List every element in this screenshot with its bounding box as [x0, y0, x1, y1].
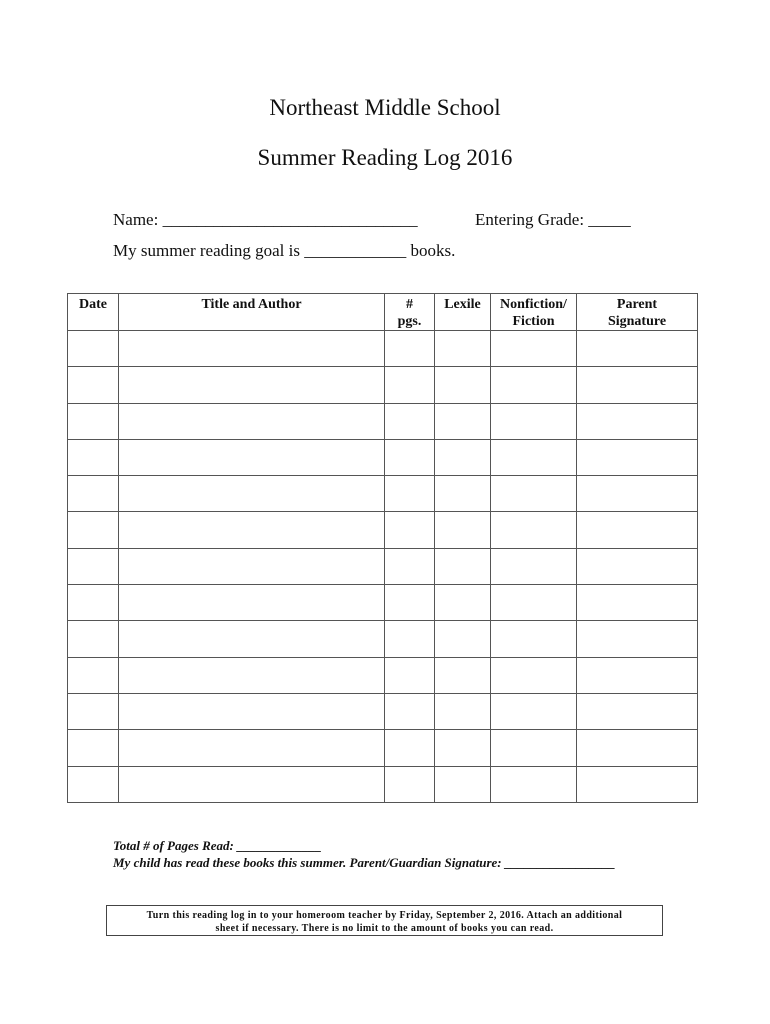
column-header-title-author: Title and Author	[119, 294, 385, 331]
cell-pages[interactable]	[385, 693, 435, 729]
instructions-box	[106, 905, 663, 936]
table-row	[68, 657, 698, 693]
cell-lexile[interactable]	[435, 730, 491, 766]
cell-pages[interactable]	[385, 730, 435, 766]
cell-parent-signature[interactable]	[577, 766, 698, 802]
cell-title-author[interactable]	[119, 367, 385, 403]
table-row	[68, 439, 698, 475]
cell-pages[interactable]	[385, 403, 435, 439]
reading-log-table	[67, 293, 698, 803]
cell-pages[interactable]	[385, 548, 435, 584]
cell-pages[interactable]	[385, 585, 435, 621]
cell-date[interactable]	[68, 403, 119, 439]
table-row	[68, 585, 698, 621]
cell-title-author[interactable]	[119, 476, 385, 512]
cell-title-author[interactable]	[119, 657, 385, 693]
cell-lexile[interactable]	[435, 403, 491, 439]
table-row	[68, 730, 698, 766]
cell-parent-signature[interactable]	[577, 367, 698, 403]
cell-nonfiction-fiction[interactable]	[491, 621, 577, 657]
table-row	[68, 766, 698, 802]
cell-parent-signature[interactable]	[577, 512, 698, 548]
cell-nonfiction-fiction[interactable]	[491, 693, 577, 729]
cell-title-author[interactable]	[119, 331, 385, 367]
table-row	[68, 476, 698, 512]
cell-nonfiction-fiction[interactable]	[491, 476, 577, 512]
cell-title-author[interactable]	[119, 621, 385, 657]
cell-pages[interactable]	[385, 512, 435, 548]
cell-nonfiction-fiction[interactable]	[491, 512, 577, 548]
name-field[interactable]: Name: ______________________________	[113, 210, 418, 229]
cell-date[interactable]	[68, 367, 119, 403]
table-row	[68, 331, 698, 367]
cell-lexile[interactable]	[435, 512, 491, 548]
cell-lexile[interactable]	[435, 439, 491, 475]
column-header-date: Date	[68, 294, 119, 331]
cell-pages[interactable]	[385, 766, 435, 802]
table-body	[68, 331, 698, 803]
table-row	[68, 512, 698, 548]
cell-date[interactable]	[68, 476, 119, 512]
column-header-lexile: Lexile	[435, 294, 491, 331]
column-header-nonfiction-fiction: Nonfiction/ Fiction	[491, 294, 577, 331]
reading-goal-field[interactable]: My summer reading goal is ____________ books.	[113, 241, 456, 260]
cell-parent-signature[interactable]	[577, 585, 698, 621]
table-row	[68, 367, 698, 403]
cell-lexile[interactable]	[435, 367, 491, 403]
cell-parent-signature[interactable]	[577, 439, 698, 475]
cell-nonfiction-fiction[interactable]	[491, 548, 577, 584]
cell-lexile[interactable]	[435, 657, 491, 693]
total-pages-field[interactable]: Total # of Pages Read: _____________	[113, 838, 322, 853]
cell-parent-signature[interactable]	[577, 331, 698, 367]
cell-pages[interactable]	[385, 331, 435, 367]
cell-parent-signature[interactable]	[577, 403, 698, 439]
cell-date[interactable]	[68, 730, 119, 766]
cell-lexile[interactable]	[435, 476, 491, 512]
cell-parent-signature[interactable]	[577, 730, 698, 766]
table-row	[68, 621, 698, 657]
cell-parent-signature[interactable]	[577, 476, 698, 512]
cell-title-author[interactable]	[119, 512, 385, 548]
cell-date[interactable]	[68, 766, 119, 802]
cell-title-author[interactable]	[119, 693, 385, 729]
table-row	[68, 548, 698, 584]
cell-date[interactable]	[68, 657, 119, 693]
cell-title-author[interactable]	[119, 439, 385, 475]
cell-date[interactable]	[68, 585, 119, 621]
cell-title-author[interactable]	[119, 766, 385, 802]
page-title: Summer Reading Log 2016	[257, 145, 513, 170]
cell-nonfiction-fiction[interactable]	[491, 766, 577, 802]
grade-field[interactable]: Entering Grade: _____	[475, 210, 631, 229]
cell-nonfiction-fiction[interactable]	[491, 367, 577, 403]
cell-lexile[interactable]	[435, 331, 491, 367]
cell-nonfiction-fiction[interactable]	[491, 730, 577, 766]
cell-pages[interactable]	[385, 657, 435, 693]
cell-nonfiction-fiction[interactable]	[491, 331, 577, 367]
cell-pages[interactable]	[385, 367, 435, 403]
cell-date[interactable]	[68, 693, 119, 729]
instructions-line-1: Turn this reading log in to your homeroom teacher by Friday, September 2, 2016. Attach an additional	[146, 910, 623, 921]
cell-date[interactable]	[68, 331, 119, 367]
cell-nonfiction-fiction[interactable]	[491, 585, 577, 621]
cell-lexile[interactable]	[435, 548, 491, 584]
cell-parent-signature[interactable]	[577, 693, 698, 729]
instructions-line-2: sheet if necessary. There is no limit to the amount of books you can read.	[215, 923, 554, 934]
cell-pages[interactable]	[385, 439, 435, 475]
cell-lexile[interactable]	[435, 693, 491, 729]
cell-title-author[interactable]	[119, 403, 385, 439]
table-header-row	[68, 294, 698, 331]
cell-parent-signature[interactable]	[577, 548, 698, 584]
table-row	[68, 693, 698, 729]
cell-title-author[interactable]	[119, 730, 385, 766]
cell-date[interactable]	[68, 439, 119, 475]
cell-lexile[interactable]	[435, 585, 491, 621]
cell-lexile[interactable]	[435, 621, 491, 657]
cell-nonfiction-fiction[interactable]	[491, 439, 577, 475]
cell-title-author[interactable]	[119, 585, 385, 621]
cell-lexile[interactable]	[435, 766, 491, 802]
cell-pages[interactable]	[385, 476, 435, 512]
column-header-pages: # pgs.	[385, 294, 435, 331]
school-name: Northeast Middle School	[269, 95, 501, 120]
cell-date[interactable]	[68, 621, 119, 657]
cell-parent-signature[interactable]	[577, 621, 698, 657]
cell-parent-signature[interactable]	[577, 657, 698, 693]
cell-date[interactable]	[68, 512, 119, 548]
cell-nonfiction-fiction[interactable]	[491, 657, 577, 693]
cell-pages[interactable]	[385, 621, 435, 657]
column-header-parent-signature: Parent Signature	[577, 294, 698, 331]
parent-signature-field[interactable]: My child has read these books this summer. Parent/Guardian Signature: _________________	[113, 855, 616, 870]
cell-date[interactable]	[68, 548, 119, 584]
cell-nonfiction-fiction[interactable]	[491, 403, 577, 439]
table-row	[68, 403, 698, 439]
cell-title-author[interactable]	[119, 548, 385, 584]
